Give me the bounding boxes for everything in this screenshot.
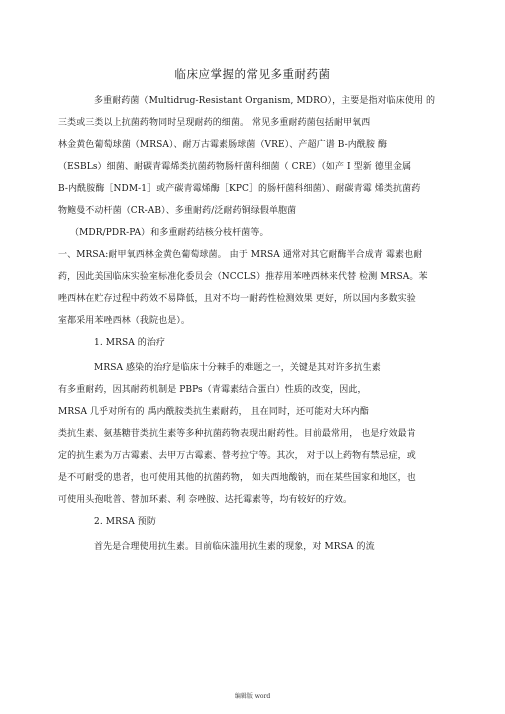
section-heading: 1. MRSA 的治疗 — [94, 338, 166, 348]
paragraph-line: 是不可耐受的患者，也可使用其他的抗菌药物， 如夫西地酸钠，而在某些国家和地区，也 — [58, 473, 416, 483]
paragraph-line: B-内酰胺酶［NDM-1］或产碳青霉烯酶［KPC］的肠杆菌科细菌）、耐碳青霉 烯类抗菌药 — [58, 184, 421, 194]
paragraph-line: 室都采用苯唑西林（我院也是）。 — [58, 316, 191, 326]
paragraph-line: （MDR/PDR-PA）和多重耐药结核分枝杆菌等。 — [70, 228, 269, 238]
paragraph-line: 唑西林在贮存过程中药效不易降低，且对不均一耐药性检测效果 更好，所以国内多数实验 — [58, 294, 416, 304]
paragraph-line: 首先是合理使用抗生素。目前临床滥用抗生素的现象，对 MRSA 的流 — [94, 542, 375, 552]
paragraph-line: 药，因此美国临床实验室标准化委员会（NCCLS）推荐用苯唑西林来代替 检测 MRSA。苯 — [58, 272, 428, 282]
section-heading: 2. MRSA 预防 — [94, 517, 156, 527]
paragraph-line: 三类或三类以上抗菌药物同时呈现耐药的细菌。 常见多重耐药菌包括耐甲氧西 — [58, 118, 371, 128]
paragraph-line: （ESBLs）细菌、耐碳青霉烯类抗菌药物肠杆菌科细菌（ CRE）（如产 I 型新 德里金属 — [58, 162, 412, 172]
paragraph-line: MRSA 感染的治疗是临床十分棘手的难题之一，关键是其对许多抗生素 — [94, 363, 381, 373]
paragraph-line: 物鲍曼不动杆菌（CR-AB）、多重耐药/泛耐药铜绿假单胞菌 — [58, 206, 297, 216]
paragraph-line: 多重耐药菌（Multidrug-Resistant Organism, MDRO），主要是指对临床使用 的 — [94, 96, 436, 106]
document-title: 临床应掌握的常见多重耐药菌 — [174, 67, 331, 81]
paragraph-line: 定的抗生素为万古霉素、去甲万古霉素、替考拉宁等。其次， 对于以上药物有禁忌症，或 — [58, 451, 416, 461]
paragraph-line: MRSA 几乎对所有的 禹内酰胺类抗生素耐药， 且在同时，还可能对大环内酯 — [58, 407, 369, 417]
paragraph-line: 一、MRSA:耐甲氧西林金黄色葡萄球菌。 由于 MRSA 通常对其它耐酶半合成青 霉素也耐 — [58, 250, 423, 260]
paragraph-line: 有多重耐药，因其耐药机制是 PBPs（青霉素结合蛋白）性质的改变，因此， — [58, 385, 367, 395]
paragraph-line: 林金黄色葡萄球菌（MRSA）、耐万古霉素肠球菌（VRE）、产超广谱 B-内酰胺 酶 — [58, 140, 388, 150]
page-footer: 编辑版 word — [234, 693, 271, 700]
paragraph-line: 可使用头孢吡普、替加环素、利 奈唑胺、达托霉素等，均有较好的疗效。 — [58, 495, 353, 505]
paragraph-line: 类抗生素、氨基糖苷类抗生素等多种抗菌药物表现出耐药性。目前最常用， 也是疗效最肯 — [58, 429, 416, 439]
